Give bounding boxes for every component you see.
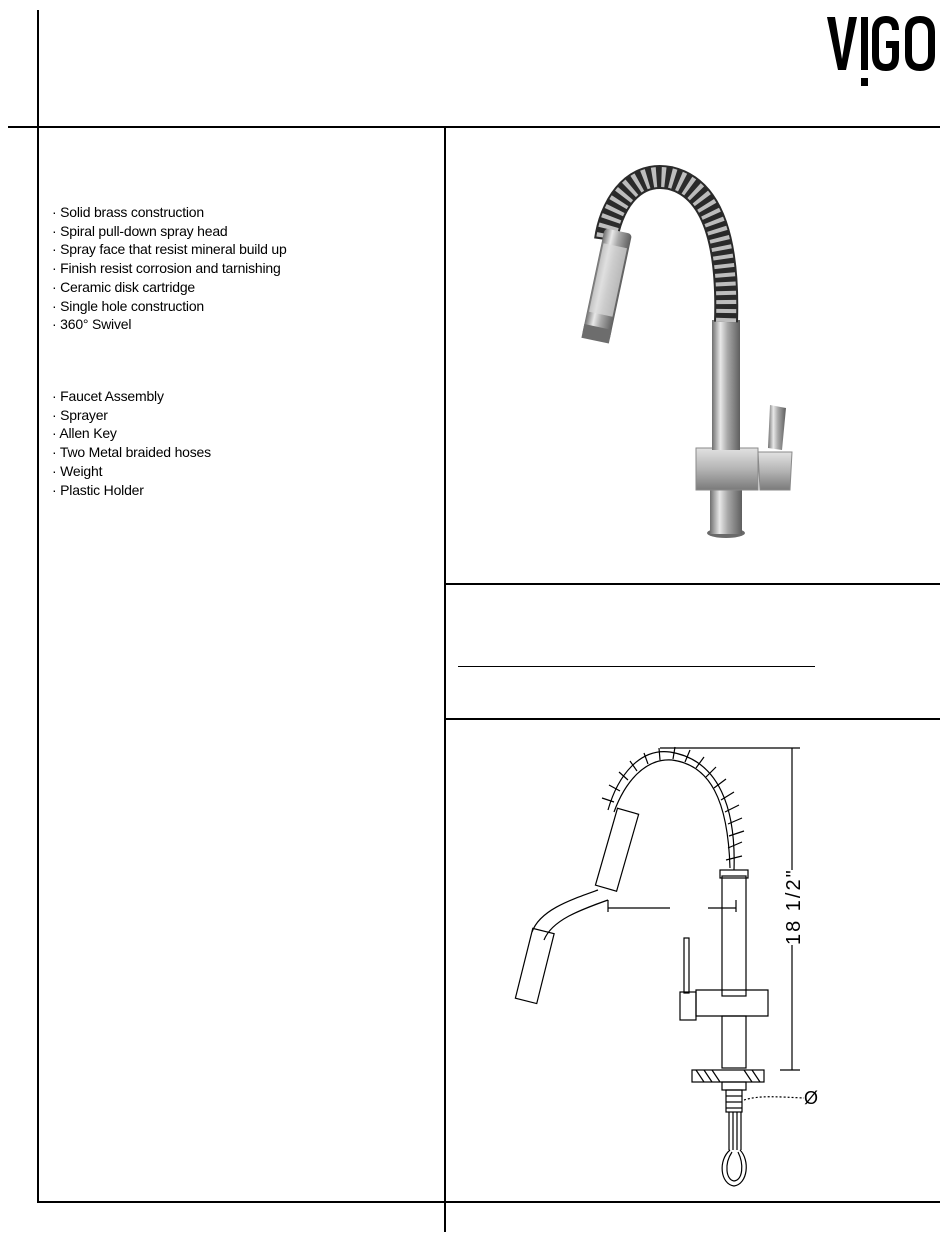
vigo-logo: [826, 14, 936, 90]
faucet-dimension-drawing: [500, 740, 840, 1200]
diameter-symbol: Ø: [804, 1088, 819, 1108]
column-divider: [444, 127, 446, 1232]
footer-divider: [37, 1201, 940, 1203]
feature-item: · Ceramic disk cartridge: [52, 278, 196, 295]
include-item: · Sprayer: [52, 406, 108, 423]
height-dimension-label: 18 1/2": [783, 868, 805, 945]
feature-item: · Spiral pull-down spray head: [52, 222, 228, 239]
include-item: · Faucet Assembly: [52, 388, 164, 404]
feature-item: · 360° Swivel: [52, 316, 132, 333]
faucet-product-photo: [560, 150, 810, 550]
include-item: · Two Metal braided hoses: [52, 444, 211, 461]
include-item: · Weight: [52, 462, 103, 479]
includes-list: [52, 387, 211, 499]
left-margin-rule: [37, 10, 39, 1203]
right-photo-divider: [445, 583, 940, 585]
right-mid-divider: [445, 718, 940, 720]
blank-field-underline: [458, 666, 815, 667]
include-item: · Plastic Holder: [52, 481, 144, 498]
features-list: [52, 203, 287, 334]
feature-item: · Finish resist corrosion and tarnishing: [52, 260, 281, 277]
header-divider: [8, 126, 940, 128]
feature-item: · Spray face that resist mineral build up: [52, 241, 287, 258]
feature-item: · Solid brass construction: [52, 204, 204, 220]
feature-item: · Single hole construction: [52, 297, 204, 314]
include-item: · Allen Key: [52, 425, 117, 442]
